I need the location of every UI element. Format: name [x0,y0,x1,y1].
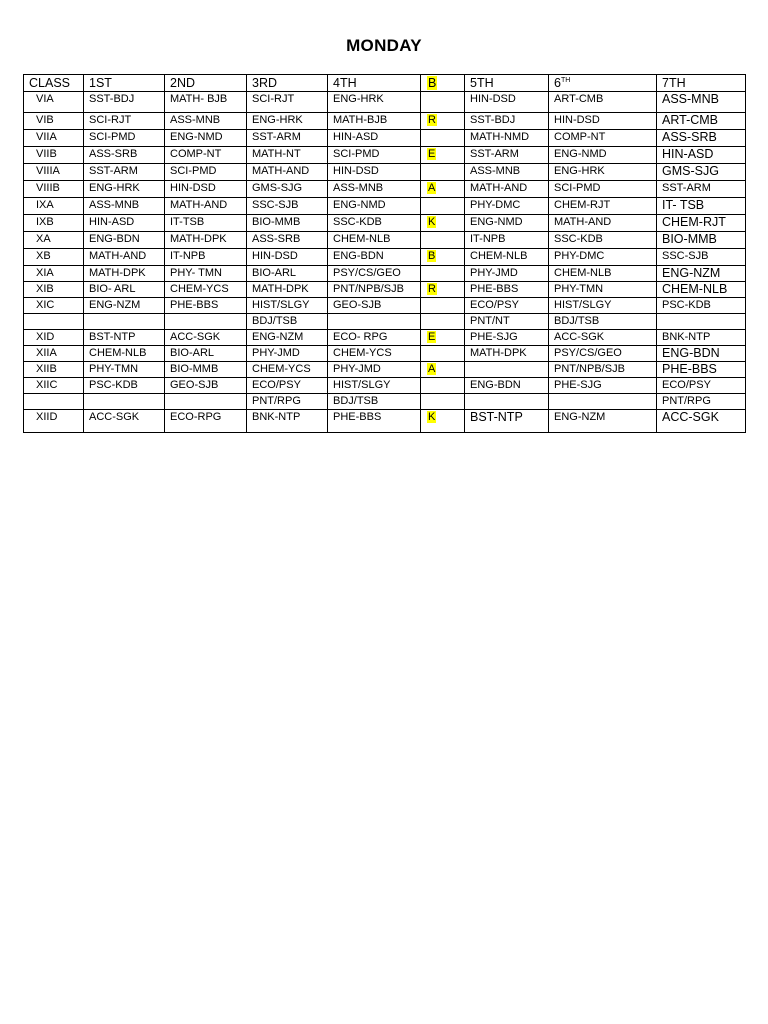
break-cell [421,232,465,249]
subject-cell: MATH-DPK [84,266,165,282]
header-row [24,75,746,92]
subject-cell: SST-BDJ [465,113,549,130]
subject-cell: GEO-SJB [328,298,421,314]
subject-cell: SST-ARM [465,147,549,164]
subject-cell: ECO/PSY [465,298,549,314]
subject-cell: HIST/SLGY [247,298,328,314]
subject-cell: SCI-PMD [328,147,421,164]
break-cell [421,198,465,215]
subject-cell: ACC-SGK [84,410,165,433]
subject-cell: CHEM-YCS [247,362,328,378]
subject-cell [328,314,421,330]
header-class: CLASS [24,75,84,92]
table-row [24,346,746,362]
subject-cell: IT- TSB [657,198,746,215]
subject-cell [465,362,549,378]
subject-cell: ENG-NMD [549,147,657,164]
subject-cell: SCI-PMD [165,164,247,181]
table-row [24,92,746,113]
subject-cell: PHY-JMD [247,346,328,362]
subject-cell: IT-NPB [465,232,549,249]
header-period-6 [549,75,657,92]
table-row [24,130,746,147]
subject-cell [84,394,165,410]
subject-cell: ACC-SGK [165,330,247,346]
header-break [421,75,465,92]
subject-cell: HIN-ASD [328,130,421,147]
break-letter: K [428,411,436,423]
subject-cell: BIO- ARL [84,282,165,298]
subject-cell: ART-CMB [549,92,657,113]
subject-cell: GEO-SJB [165,378,247,394]
subject-cell: GMS-SJG [247,181,328,198]
subject-cell: COMP-NT [165,147,247,164]
break-cell [421,164,465,181]
subject-cell: ASS-MNB [465,164,549,181]
break-letter: A [428,363,436,375]
subject-cell: IT-TSB [165,215,247,232]
class-cell: VIIA [24,130,84,147]
subject-cell: COMP-NT [549,130,657,147]
subject-cell: MATH-AND [84,249,165,266]
subject-cell: PHE-BBS [328,410,421,433]
subject-cell: CHEM-NLB [549,266,657,282]
class-cell: VIA [24,92,84,113]
table-row [24,181,746,198]
subject-cell: CHEM-YCS [328,346,421,362]
subject-cell: CHEM-NLB [328,232,421,249]
subject-cell: MATH-DPK [165,232,247,249]
subject-cell: ASS-MNB [165,113,247,130]
subject-cell: HIN-ASD [84,215,165,232]
class-cell [24,394,84,410]
subject-cell: BNK-NTP [247,410,328,433]
break-cell [421,378,465,394]
subject-cell: ENG-NZM [84,298,165,314]
class-cell: IXB [24,215,84,232]
class-cell: XIIC [24,378,84,394]
break-cell [421,147,465,164]
subject-cell: SST-ARM [247,130,328,147]
table-row [24,362,746,378]
subject-cell: BDJ/TSB [549,314,657,330]
table-row [24,282,746,298]
class-cell: XIID [24,410,84,433]
break-letter: A [428,182,436,194]
table-row [24,394,746,410]
header-period-3: 3RD [247,75,328,92]
header-period-2: 2ND [165,75,247,92]
subject-cell: PHY-TMN [84,362,165,378]
subject-cell: MATH-AND [549,215,657,232]
subject-cell: ECO-RPG [165,410,247,433]
class-cell: XA [24,232,84,249]
header-period-4: 4TH [328,75,421,92]
subject-cell: ECO/PSY [657,378,746,394]
class-cell: XIIB [24,362,84,378]
subject-cell: HIN-DSD [328,164,421,181]
header-period-7: 7TH [657,75,746,92]
break-cell [421,215,465,232]
subject-cell [165,394,247,410]
table-row [24,147,746,164]
timetable [23,74,746,433]
subject-cell: ASS-SRB [657,130,746,147]
break-cell [421,113,465,130]
subject-cell: PSC-KDB [84,378,165,394]
header-period-6-sup: TH [560,77,571,84]
subject-cell: ENG-NZM [657,266,746,282]
class-cell: XIC [24,298,84,314]
header-period-6-num: 6 [554,76,561,90]
subject-cell: PSC-KDB [657,298,746,314]
subject-cell: SSC-SJB [247,198,328,215]
subject-cell: PHY-DMC [549,249,657,266]
subject-cell: HIN-ASD [657,147,746,164]
subject-cell: MATH-NT [247,147,328,164]
subject-cell: ENG-NMD [328,198,421,215]
break-letter: E [428,331,436,343]
subject-cell: PSY/CS/GEO [328,266,421,282]
subject-cell: PHY-DMC [465,198,549,215]
subject-cell: SSC-KDB [328,215,421,232]
subject-cell: MATH-BJB [328,113,421,130]
subject-cell: CHEM-RJT [549,198,657,215]
subject-cell: SCI-PMD [549,181,657,198]
break-cell [421,330,465,346]
class-cell: XIIA [24,346,84,362]
subject-cell: ACC-SGK [657,410,746,433]
subject-cell: BIO-MMB [165,362,247,378]
header-period-5: 5TH [465,75,549,92]
subject-cell: MATH-DPK [247,282,328,298]
table-row [24,198,746,215]
subject-cell: CHEM-RJT [657,215,746,232]
subject-cell: BIO-MMB [247,215,328,232]
subject-cell: PNT/RPG [247,394,328,410]
class-cell [24,314,84,330]
subject-cell: BIO-ARL [165,346,247,362]
subject-cell: ASS-SRB [84,147,165,164]
subject-cell: SCI-RJT [247,92,328,113]
break-cell [421,130,465,147]
subject-cell: CHEM-NLB [657,282,746,298]
class-cell: VIIIB [24,181,84,198]
subject-cell [549,394,657,410]
subject-cell: BST-NTP [465,410,549,433]
break-cell [421,362,465,378]
subject-cell: ENG-BDN [465,378,549,394]
break-cell [421,92,465,113]
subject-cell [84,314,165,330]
class-cell: XB [24,249,84,266]
subject-cell: ENG-NMD [165,130,247,147]
subject-cell: SSC-SJB [657,249,746,266]
subject-cell: MATH-DPK [465,346,549,362]
subject-cell [657,314,746,330]
class-cell: VIB [24,113,84,130]
subject-cell: BDJ/TSB [328,394,421,410]
subject-cell: PHE-SJG [465,330,549,346]
break-cell [421,410,465,433]
subject-cell: MATH-AND [247,164,328,181]
subject-cell: HIN-DSD [465,92,549,113]
subject-cell: PHY-JMD [465,266,549,282]
subject-cell: SST-BDJ [84,92,165,113]
subject-cell: SCI-PMD [84,130,165,147]
break-cell [421,266,465,282]
subject-cell: HIN-DSD [549,113,657,130]
subject-cell: CHEM-NLB [465,249,549,266]
break-cell [421,314,465,330]
subject-cell: PNT/NT [465,314,549,330]
subject-cell: ENG-HRK [549,164,657,181]
class-cell: VIIIA [24,164,84,181]
table-row [24,215,746,232]
table-row [24,330,746,346]
break-letter: B [428,76,437,90]
break-letter: K [428,216,436,228]
class-cell: XIB [24,282,84,298]
break-cell [421,298,465,314]
subject-cell: HIST/SLGY [328,378,421,394]
class-cell: XID [24,330,84,346]
subject-cell: ECO- RPG [328,330,421,346]
subject-cell: IT-NPB [165,249,247,266]
class-cell: IXA [24,198,84,215]
table-row [24,232,746,249]
break-cell [421,282,465,298]
subject-cell: PNT/NPB/SJB [328,282,421,298]
subject-cell: CHEM-NLB [84,346,165,362]
subject-cell: ASS-MNB [657,92,746,113]
class-cell: XIA [24,266,84,282]
subject-cell: MATH-AND [165,198,247,215]
table-row [24,410,746,433]
subject-cell: ECO/PSY [247,378,328,394]
break-cell [421,181,465,198]
break-letter: B [428,250,436,262]
table-row [24,266,746,282]
subject-cell: ENG-HRK [247,113,328,130]
subject-cell: ACC-SGK [549,330,657,346]
break-letter: E [428,148,436,160]
subject-cell: SST-ARM [657,181,746,198]
subject-cell: HIST/SLGY [549,298,657,314]
break-letter: R [428,283,436,295]
subject-cell: BIO-MMB [657,232,746,249]
class-cell: VIIB [24,147,84,164]
subject-cell: PSY/CS/GEO [549,346,657,362]
subject-cell: ASS-SRB [247,232,328,249]
subject-cell: PHE-BBS [657,362,746,378]
subject-cell: ENG-NMD [465,215,549,232]
subject-cell: HIN-DSD [247,249,328,266]
subject-cell: ENG-BDN [84,232,165,249]
subject-cell: BIO-ARL [247,266,328,282]
table-row [24,164,746,181]
subject-cell: ENG-NZM [549,410,657,433]
subject-cell: PHY-TMN [549,282,657,298]
break-cell [421,394,465,410]
subject-cell: ENG-HRK [328,92,421,113]
subject-cell: ENG-BDN [657,346,746,362]
subject-cell: BNK-NTP [657,330,746,346]
table-row [24,298,746,314]
subject-cell: ASS-MNB [84,198,165,215]
subject-cell: ART-CMB [657,113,746,130]
table-row [24,249,746,266]
header-period-1: 1ST [84,75,165,92]
subject-cell: GMS-SJG [657,164,746,181]
subject-cell: PHY- TMN [165,266,247,282]
subject-cell: PHE-SJG [549,378,657,394]
break-cell [421,249,465,266]
subject-cell: BDJ/TSB [247,314,328,330]
timetable-body [24,92,746,433]
subject-cell: CHEM-YCS [165,282,247,298]
subject-cell: MATH- BJB [165,92,247,113]
subject-cell: BST-NTP [84,330,165,346]
subject-cell: PNT/NPB/SJB [549,362,657,378]
subject-cell: SCI-RJT [84,113,165,130]
table-row [24,113,746,130]
table-row [24,314,746,330]
subject-cell: PHY-JMD [328,362,421,378]
subject-cell: MATH-AND [465,181,549,198]
break-cell [421,346,465,362]
page-title: MONDAY [346,36,422,55]
table-row [24,378,746,394]
subject-cell: PNT/RPG [657,394,746,410]
subject-cell: ASS-MNB [328,181,421,198]
subject-cell [165,314,247,330]
subject-cell: PHE-BBS [165,298,247,314]
break-letter: R [428,114,436,126]
subject-cell: PHE-BBS [465,282,549,298]
subject-cell [465,394,549,410]
subject-cell: ENG-HRK [84,181,165,198]
subject-cell: HIN-DSD [165,181,247,198]
subject-cell: ENG-NZM [247,330,328,346]
subject-cell: MATH-NMD [465,130,549,147]
subject-cell: SSC-KDB [549,232,657,249]
subject-cell: SST-ARM [84,164,165,181]
subject-cell: ENG-BDN [328,249,421,266]
